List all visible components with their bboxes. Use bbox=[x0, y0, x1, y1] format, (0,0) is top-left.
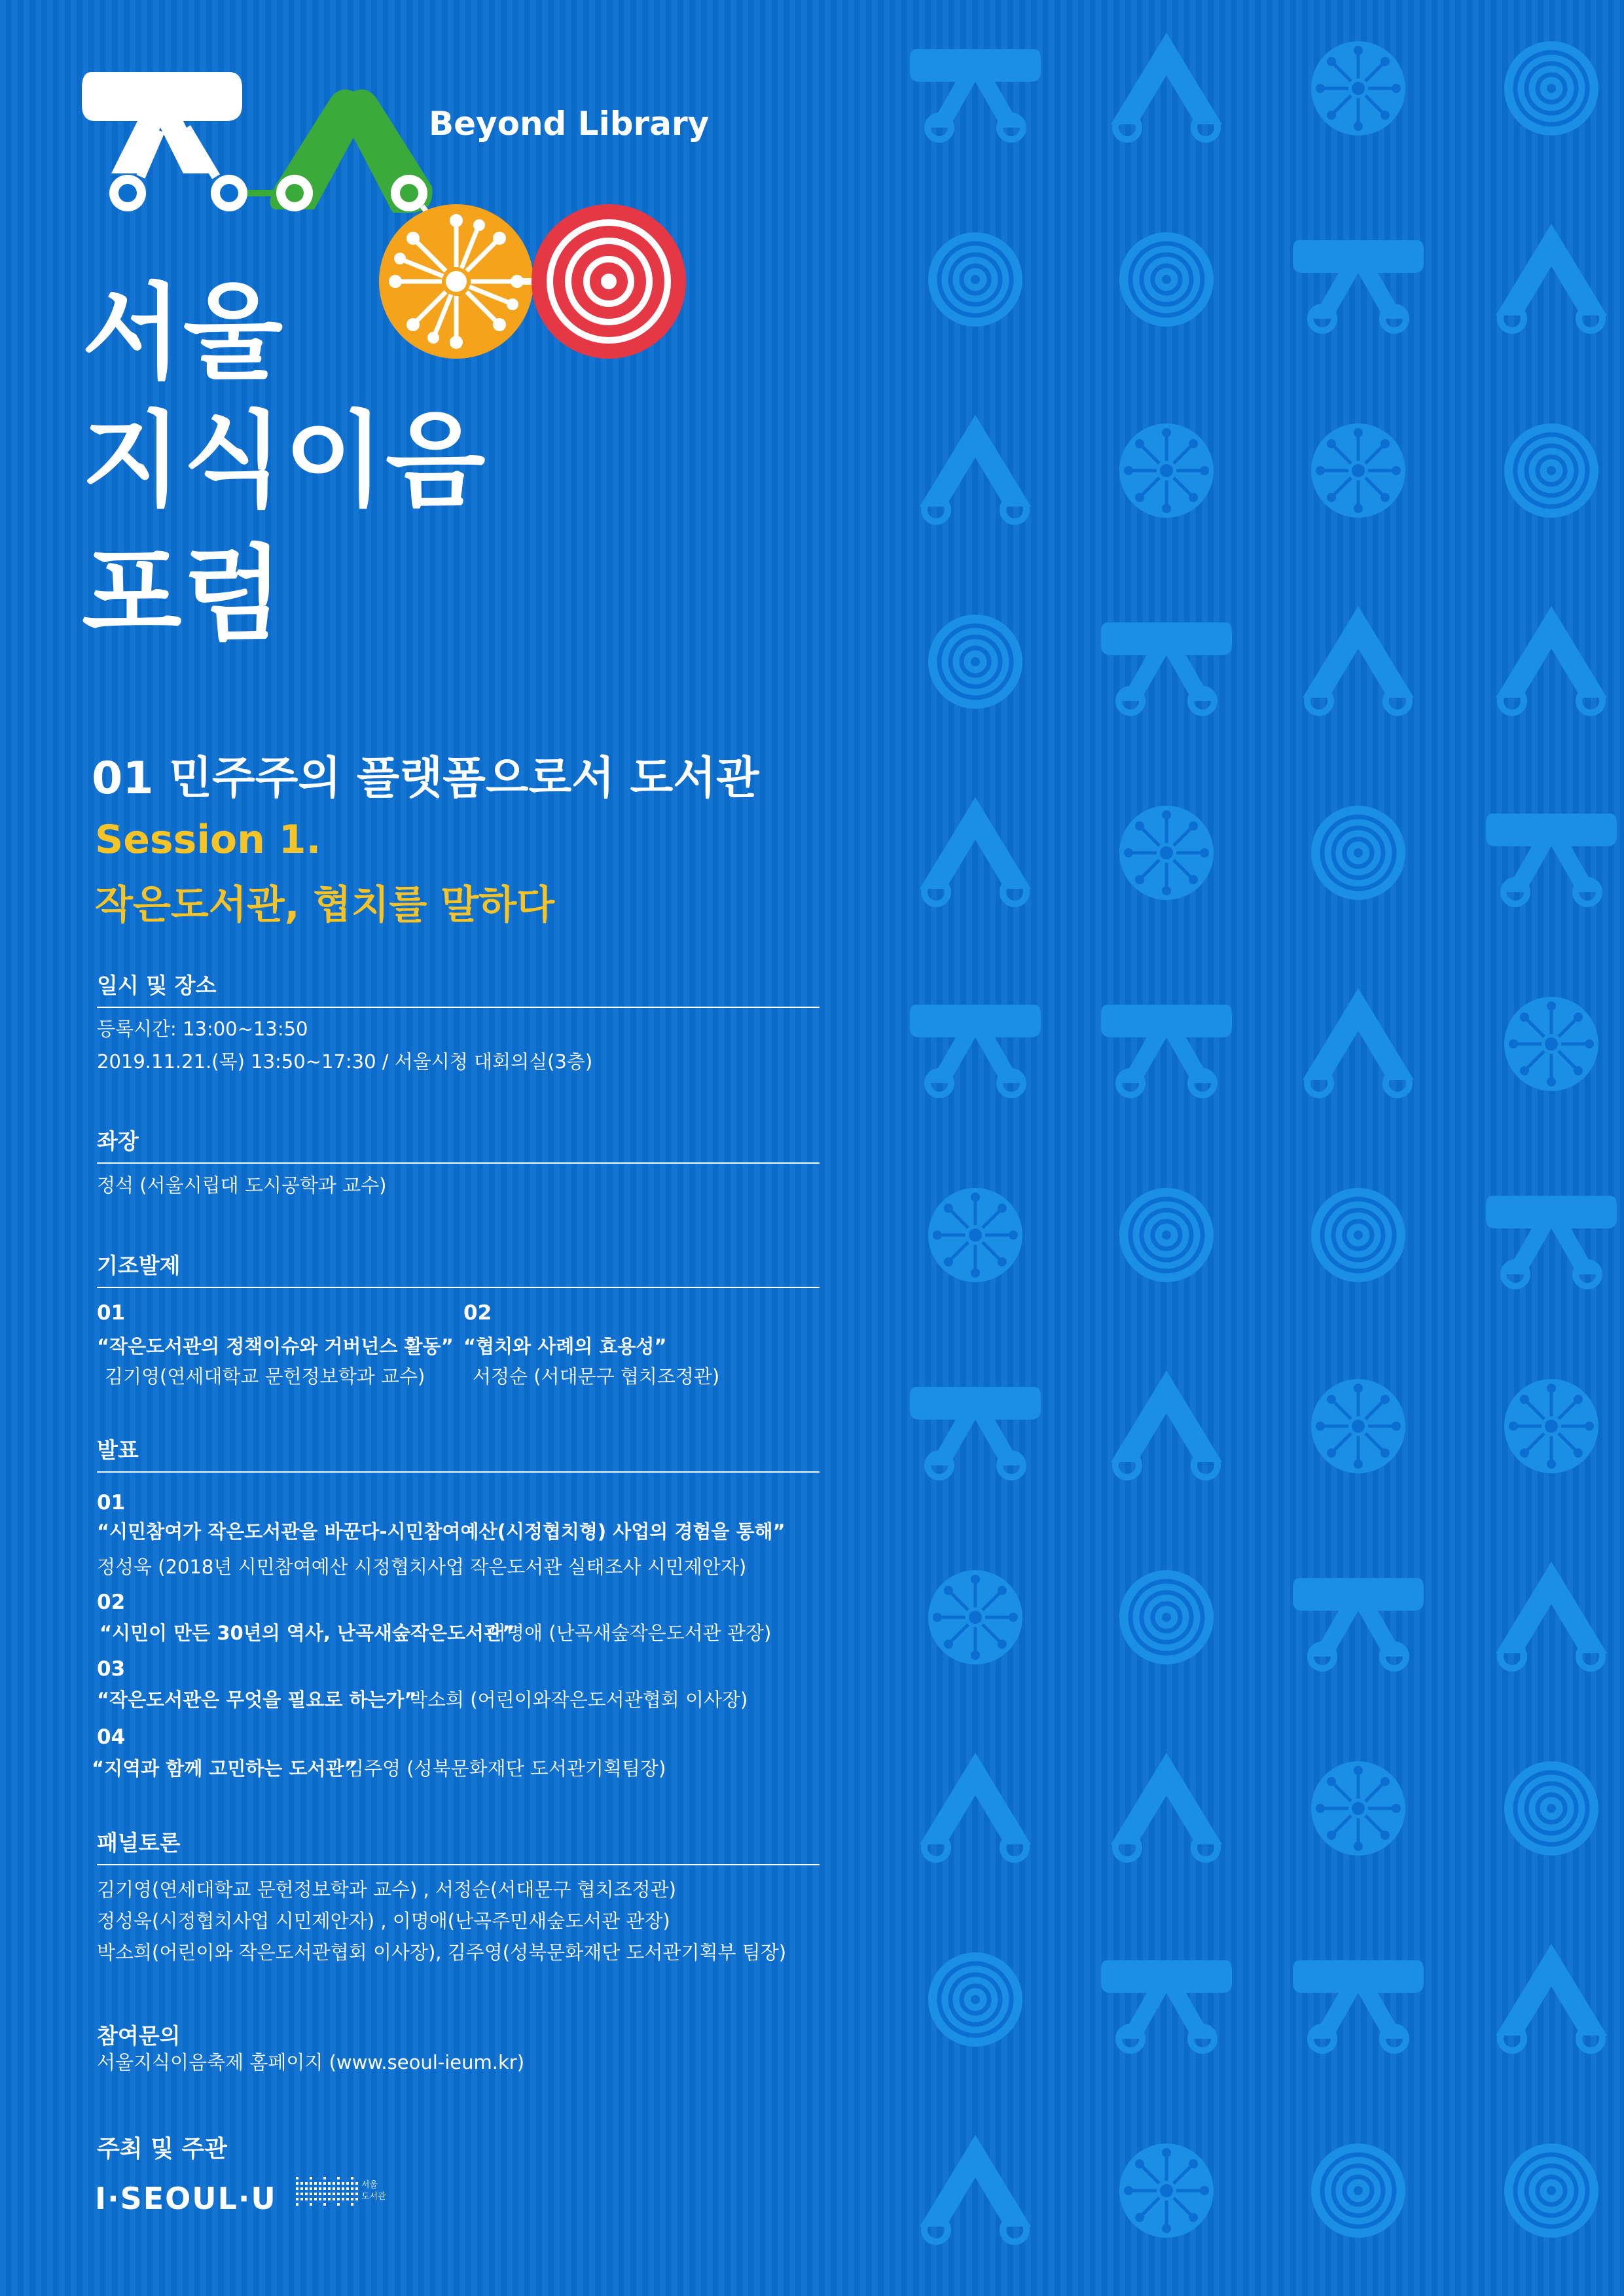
library-logo-dot bbox=[319, 2198, 321, 2200]
ieung-target-symbol-icon bbox=[1119, 1188, 1214, 1282]
jieut-symbol-icon bbox=[1101, 622, 1232, 713]
siot-symbol-icon bbox=[1303, 988, 1414, 1095]
siot-symbol-icon bbox=[920, 2135, 1031, 2242]
library-logo-dot bbox=[323, 2182, 326, 2185]
ieung-target-symbol-icon bbox=[1119, 1570, 1214, 1664]
ieung-radial-symbol-icon bbox=[379, 204, 533, 359]
background-symbol-pattern bbox=[877, 26, 1624, 2296]
presentation-number: 04 bbox=[97, 1725, 126, 1749]
jieut-symbol-icon bbox=[1486, 1196, 1617, 1286]
keynote-title: 기조발제 bbox=[97, 1253, 181, 1278]
library-logo-dot bbox=[351, 2193, 353, 2195]
jieut-symbol-icon bbox=[1293, 240, 1424, 331]
presentation-speaker: 박소희 (어린이와작은도서관협회 이사장) bbox=[409, 1689, 748, 1711]
presentation-speaker: 정성욱 (2018년 시민참여예산 시정협치사업 작은도서관 실태조사 시민제안자) bbox=[97, 1556, 747, 1578]
ieung-target-symbol-icon bbox=[1311, 806, 1405, 900]
jieut-symbol-icon bbox=[1101, 1005, 1232, 1095]
library-logo-dot bbox=[310, 2182, 312, 2185]
title-line-2: 지식이음 bbox=[82, 401, 487, 521]
library-logo-dot bbox=[300, 2193, 303, 2195]
library-logo-line1: 서울 bbox=[361, 2180, 378, 2190]
jieut-symbol-icon bbox=[1486, 814, 1617, 904]
panel-line: 김기영(연세대학교 문헌정보학과 교수) , 서정순(서대문구 협치조정관) bbox=[97, 1878, 676, 1901]
library-logo-dot bbox=[296, 2187, 298, 2190]
divider bbox=[97, 1287, 820, 1288]
session-label: Session 1. bbox=[95, 817, 321, 863]
title-line-1: 서울 bbox=[82, 273, 285, 393]
ieung-radial-symbol-icon bbox=[1119, 2144, 1214, 2238]
presentations-title: 발표 bbox=[97, 1437, 139, 1463]
library-logo-dot bbox=[305, 2193, 308, 2195]
library-logo-dot bbox=[319, 2193, 321, 2195]
ieung-radial-symbol-icon bbox=[1311, 41, 1405, 135]
presentation-number: 03 bbox=[97, 1657, 126, 1681]
library-logo-dot bbox=[333, 2187, 335, 2190]
divider bbox=[97, 1162, 820, 1164]
siot-symbol-icon bbox=[1496, 606, 1607, 713]
ieung-radial-symbol-icon bbox=[1311, 423, 1405, 518]
tagline: Beyond Library bbox=[429, 105, 710, 143]
ieung-target-symbol-icon bbox=[1119, 232, 1214, 327]
library-logo-dot bbox=[355, 2193, 358, 2195]
library-logo-dot bbox=[346, 2198, 349, 2200]
library-logo-dot bbox=[328, 2193, 331, 2195]
schedule-title: 일시 및 장소 bbox=[97, 973, 217, 998]
inquiry-text: 서울지식이음축제 홈페이지 (www.seoul-ieum.kr) bbox=[97, 2051, 525, 2073]
library-logo-dot bbox=[333, 2198, 335, 2200]
hosts-title: 주최 및 주관 bbox=[97, 2136, 227, 2162]
panel-line: 박소희(어린이와 작은도서관협회 이사장), 김주영(성북문화재단 도서관기획부 팀장) bbox=[97, 1941, 787, 1964]
panel-title: 패널토론 bbox=[97, 1830, 181, 1856]
library-logo-dot bbox=[351, 2177, 353, 2179]
chair-person: 정석 (서울시립대 도시공학과 교수) bbox=[97, 1174, 387, 1196]
i-seoul-u-logo: I·SEOUL·U bbox=[95, 2181, 277, 2216]
ieung-radial-symbol-icon bbox=[1311, 1761, 1405, 1856]
siot-symbol-icon bbox=[270, 90, 433, 213]
library-logo-dot bbox=[337, 2182, 340, 2185]
library-logo-dot bbox=[351, 2203, 353, 2206]
ieung-radial-symbol-icon bbox=[1504, 1379, 1598, 1473]
presentation-topic: “지역과 함께 고민하는 도서관” bbox=[92, 1757, 357, 1780]
library-logo-dot bbox=[333, 2193, 335, 2195]
presentation-speaker: 이명애 (난곡새숲작은도서관 관장) bbox=[488, 1622, 772, 1644]
library-logo-dot bbox=[314, 2182, 317, 2185]
date-place: 2019.11.21.(목) 13:50~17:30 / 서울시청 대회의실(3층) bbox=[97, 1050, 593, 1073]
ieung-target-symbol-icon bbox=[1311, 2144, 1405, 2238]
library-logo-dot bbox=[346, 2193, 349, 2195]
library-logo-dot bbox=[310, 2187, 312, 2190]
chair-title: 좌장 bbox=[97, 1128, 139, 1154]
divider bbox=[97, 1007, 820, 1008]
library-logo-dot bbox=[296, 2203, 298, 2206]
library-logo-dot bbox=[337, 2203, 340, 2206]
library-logo-dot bbox=[296, 2198, 298, 2200]
ieung-radial-symbol-icon bbox=[1119, 423, 1214, 518]
library-logo-dot bbox=[300, 2187, 303, 2190]
panel-line: 정성욱(시정협치사업 시민제안자) , 이명애(난곡주민새숲도서관 관장) bbox=[97, 1910, 670, 1932]
inquiry-title: 참여문의 bbox=[97, 2023, 181, 2049]
library-logo-dot bbox=[337, 2198, 340, 2200]
library-logo-dot bbox=[300, 2198, 303, 2200]
jieut-symbol-icon bbox=[1293, 1960, 1424, 2051]
ieung-radial-symbol-icon bbox=[1311, 1379, 1405, 1473]
presentation-number: 02 bbox=[97, 1590, 126, 1614]
ieung-radial-symbol-icon bbox=[928, 1570, 1022, 1664]
keynote-speaker: 서정순 (서대문구 협치조정관) bbox=[473, 1365, 720, 1388]
siot-symbol-icon bbox=[1496, 1562, 1607, 1668]
library-logo-dot bbox=[351, 2198, 353, 2200]
library-logo-dot bbox=[305, 2182, 308, 2185]
library-logo-dot bbox=[346, 2182, 349, 2185]
library-logo-dot bbox=[355, 2182, 358, 2185]
keynote-number: 01 bbox=[97, 1301, 126, 1325]
ieung-target-symbol-icon bbox=[928, 615, 1022, 709]
siot-symbol-icon bbox=[1111, 33, 1222, 139]
session-subtitle: 작은도서관, 협치를 말하다 bbox=[95, 882, 555, 928]
jieut-symbol-icon bbox=[910, 1005, 1041, 1095]
library-logo-dot bbox=[296, 2177, 298, 2179]
ieung-target-symbol-icon bbox=[1504, 41, 1598, 135]
ieung-target-symbol-icon bbox=[928, 232, 1022, 327]
library-logo-dot bbox=[310, 2177, 312, 2179]
library-logo-dot bbox=[333, 2182, 335, 2185]
library-logo-dot bbox=[296, 2193, 298, 2195]
ieung-target-symbol-icon bbox=[532, 204, 686, 359]
library-logo-dot bbox=[319, 2182, 321, 2185]
library-logo-dot bbox=[323, 2198, 326, 2200]
keynote-topic: “작은도서관의 정책이슈와 거버넌스 활동” bbox=[97, 1335, 454, 1357]
ieung-target-symbol-icon bbox=[1311, 1188, 1405, 1282]
library-logo-dot bbox=[323, 2193, 326, 2195]
library-logo-dot bbox=[355, 2198, 358, 2200]
presentation-topic: “시민이 만든 30년의 역사, 난곡새숲작은도서관” bbox=[99, 1622, 515, 1644]
library-logo-dot bbox=[342, 2193, 344, 2195]
library-logo-dot bbox=[337, 2187, 340, 2190]
registration-time: 등록시간: 13:00~13:50 bbox=[97, 1018, 308, 1040]
library-logo-dot bbox=[351, 2182, 353, 2185]
keynote-topic: “협치와 사례의 효용성” bbox=[463, 1335, 667, 1357]
library-logo-dot bbox=[328, 2198, 331, 2200]
presentation-topic: “작은도서관은 무엇을 필요로 하는가” bbox=[97, 1689, 417, 1711]
library-logo-dot bbox=[346, 2187, 349, 2190]
library-logo-dot bbox=[355, 2187, 358, 2190]
library-logo-dot bbox=[296, 2182, 298, 2185]
ieung-target-symbol-icon bbox=[1504, 423, 1598, 518]
ieung-radial-symbol-icon bbox=[928, 1188, 1022, 1282]
library-logo-dot bbox=[342, 2182, 344, 2185]
jieut-symbol-icon bbox=[1293, 1578, 1424, 1668]
ieung-radial-symbol-icon bbox=[1504, 997, 1598, 1091]
siot-symbol-icon bbox=[1303, 606, 1414, 713]
presentation-number: 01 bbox=[97, 1491, 126, 1515]
library-logo-dot bbox=[314, 2187, 317, 2190]
divider bbox=[97, 1864, 820, 1865]
library-logo-dot bbox=[323, 2187, 326, 2190]
library-logo-dot bbox=[328, 2187, 331, 2190]
library-logo-dot bbox=[314, 2193, 317, 2195]
divider bbox=[97, 1471, 820, 1473]
library-logo-dot bbox=[310, 2198, 312, 2200]
siot-symbol-icon bbox=[1111, 1371, 1222, 1477]
siot-symbol-icon bbox=[920, 415, 1031, 522]
library-logo-dot bbox=[342, 2198, 344, 2200]
library-logo-dot bbox=[323, 2203, 326, 2206]
siot-symbol-icon bbox=[1111, 1753, 1222, 1859]
jieut-symbol-icon bbox=[910, 49, 1041, 139]
library-logo-dot bbox=[300, 2182, 303, 2185]
library-logo-dot bbox=[337, 2193, 340, 2195]
keynote-number: 02 bbox=[463, 1301, 492, 1325]
library-logo-dot bbox=[323, 2177, 326, 2179]
library-logo-dot bbox=[337, 2177, 340, 2179]
presentation-topic: “시민참여가 작은도서관을 바꾼다-시민참여예산(시정협치형) 사업의 경험을 통해” bbox=[97, 1520, 785, 1543]
seoul-library-logo bbox=[295, 2172, 399, 2211]
library-logo-dot bbox=[328, 2182, 331, 2185]
siot-symbol-icon bbox=[1496, 224, 1607, 331]
library-logo-dot bbox=[314, 2198, 317, 2200]
ieung-target-symbol-icon bbox=[928, 1952, 1022, 2047]
title-line-3: 포럼 bbox=[82, 535, 285, 655]
jieut-symbol-icon bbox=[82, 72, 247, 211]
siot-symbol-icon bbox=[1496, 1944, 1607, 2051]
ieung-radial-symbol-icon bbox=[1119, 806, 1214, 900]
library-logo-dot bbox=[305, 2187, 308, 2190]
jieut-symbol-icon bbox=[910, 1387, 1041, 1477]
jieut-symbol-icon bbox=[1101, 1960, 1232, 2051]
library-logo-line2: 도서관 bbox=[361, 2192, 386, 2202]
ieung-target-symbol-icon bbox=[1504, 2144, 1598, 2238]
library-logo-dot bbox=[319, 2187, 321, 2190]
siot-symbol-icon bbox=[920, 1753, 1031, 1859]
siot-symbol-icon bbox=[920, 797, 1031, 904]
presentation-speaker: 김주영 (성북문화재단 도서관기획팀장) bbox=[346, 1757, 666, 1780]
library-logo-dot bbox=[310, 2203, 312, 2206]
library-logo-dot bbox=[305, 2198, 308, 2200]
session-heading: 01 민주주의 플랫폼으로서 도서관 bbox=[92, 753, 759, 804]
ieung-target-symbol-icon bbox=[1504, 1761, 1598, 1856]
library-logo-dot bbox=[351, 2187, 353, 2190]
keynote-speaker: 김기영(연세대학교 문헌정보학과 교수) bbox=[105, 1365, 425, 1388]
library-logo-dot bbox=[342, 2187, 344, 2190]
library-logo-dot bbox=[310, 2193, 312, 2195]
